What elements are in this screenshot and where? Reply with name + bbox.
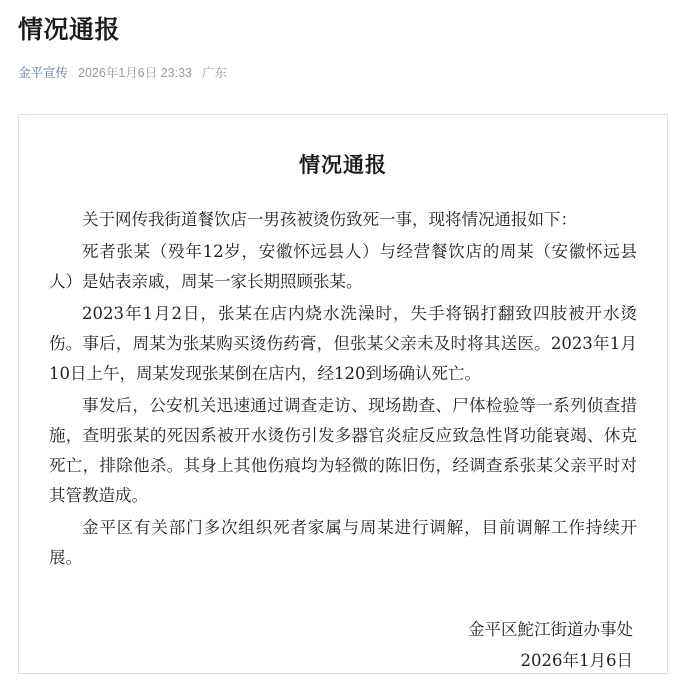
meta-location: 广东 xyxy=(201,65,227,80)
notice-signature xyxy=(49,615,637,674)
article-meta xyxy=(18,65,668,83)
notice-paragraph: 事发后，公安机关迅速通过调查走访、现场勘查、尸体检验等一系列侦查措施，查明张某的死因系被开水烫伤引发多器官炎症反应致急性肾功能衰竭、休克死亡，排除他杀。其身上其他伤痕均为轻微的陈旧伤，经调查系张某父亲平时对其管教造成。 xyxy=(49,396,637,506)
notice-card xyxy=(18,114,668,674)
notice-paragraph: 死者张某（殁年12岁，安徽怀远县人）与经营餐饮店的周某（安徽怀远县人）是姑表亲戚，周某一家长期照顾张某。 xyxy=(49,242,637,292)
meta-source[interactable]: 金平宣传 xyxy=(18,65,69,80)
notice-paragraph: 关于网传我街道餐饮店一男孩被烫伤致死一事，现将情况通报如下： xyxy=(82,210,577,229)
notice-title: 情况通报 xyxy=(299,152,387,177)
meta-timestamp: 2026年1月6日 23:33 xyxy=(78,65,192,80)
notice-paragraph: 金平区有关部门多次组织死者家属与周某进行调解，目前调解工作持续开展。 xyxy=(49,518,637,568)
notice-paragraph: 2023年1月2日，张某在店内烧水洗澡时，失手将锅打翻致四肢被开水烫伤。事后，周某为张某购买烫伤药膏，但张某父亲未及时将其送医。2023年1月10日上午，周某发现张某倒在店内，经120到场确认死亡。 xyxy=(49,304,637,384)
signature-date: 2026年1月6日 xyxy=(520,650,633,670)
notice-body xyxy=(49,205,637,573)
signature-organization: 金平区鮀江街道办事处 xyxy=(468,620,633,640)
page-title: 情况通报 xyxy=(18,16,121,44)
